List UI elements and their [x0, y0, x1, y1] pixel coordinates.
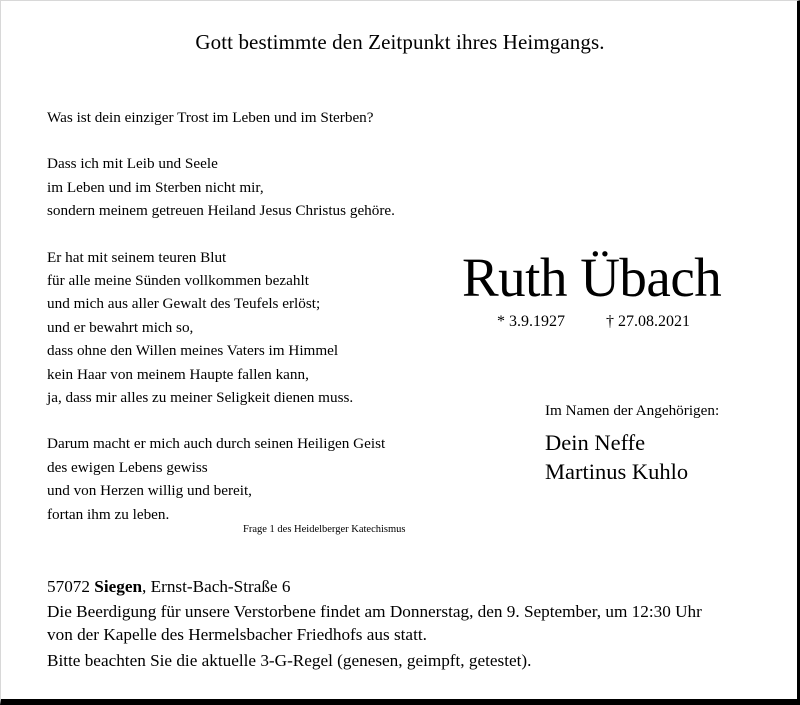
street: , Ernst-Bach-Straße 6	[142, 577, 291, 596]
address-line	[47, 575, 702, 598]
poem-line: für alle meine Sünden vollkommen bezahlt	[47, 272, 309, 290]
poem-stanza-2	[47, 246, 395, 410]
death-date: † 27.08.2021	[606, 313, 690, 330]
poem-line: sondern meinem getreuen Heiland Jesus Christus gehöre.	[47, 202, 395, 220]
motto-heading: Gott bestimmte den Zeitpunkt ihres Heimgangs.	[195, 30, 605, 54]
city: Siegen	[94, 577, 143, 596]
mourner-relation: Dein Neffe	[545, 430, 646, 455]
birth-date: * 3.9.1927	[497, 313, 565, 330]
poem-line: im Leben und im Sterben nicht mir,	[47, 178, 264, 196]
poem-line: Darum macht er mich auch durch seinen Heiligen Geist	[47, 435, 386, 453]
poem-line: kein Haar von meinem Haupte fallen kann,	[47, 365, 309, 383]
poem-line: und mich aus aller Gewalt des Teufels erlöst;	[47, 295, 321, 313]
poem-source: Frage 1 des Heidelberger Katechismus	[243, 524, 406, 535]
funeral-info	[47, 575, 702, 672]
catechism-text	[47, 106, 395, 526]
mourner-name: Martinus Kuhlo	[545, 459, 689, 484]
poem-line: und von Herzen willig und bereit,	[47, 482, 252, 500]
poem-line: Dass ich mit Leib und Seele	[47, 155, 218, 173]
poem-stanza-3	[47, 432, 395, 526]
poem-stanza-1	[47, 152, 395, 222]
funeral-details-line-1: Die Beerdigung für unsere Verstorbene findet am Donnerstag, den 9. September, um 12:30 Uhr	[47, 602, 702, 621]
postcode: 57072	[47, 577, 90, 596]
poem-line: Er hat mit seinem teuren Blut	[47, 248, 227, 266]
funeral-details-line-2: von der Kapelle des Hermelsbacher Friedhofs aus statt.	[47, 625, 427, 644]
poem-line: dass ohne den Willen meines Vaters im Himmel	[47, 342, 339, 360]
poem-line: ja, dass mir alles zu meiner Seligkeit dienen muss.	[47, 389, 354, 407]
covid-note: Bitte beachten Sie die aktuelle 3-G-Regel (genesen, geimpft, getestet).	[47, 651, 532, 670]
poem-line: und er bewahrt mich so,	[47, 318, 194, 336]
deceased-name: Ruth Übach	[462, 247, 722, 308]
poem-line: fortan ihm zu leben.	[47, 505, 170, 523]
poem-question: Was ist dein einziger Trost im Leben und im Sterben?	[47, 109, 374, 126]
poem-line: des ewigen Lebens gewiss	[47, 458, 208, 476]
mourners-block	[545, 402, 719, 486]
mourners-intro: Im Namen der Angehörigen:	[545, 402, 720, 419]
